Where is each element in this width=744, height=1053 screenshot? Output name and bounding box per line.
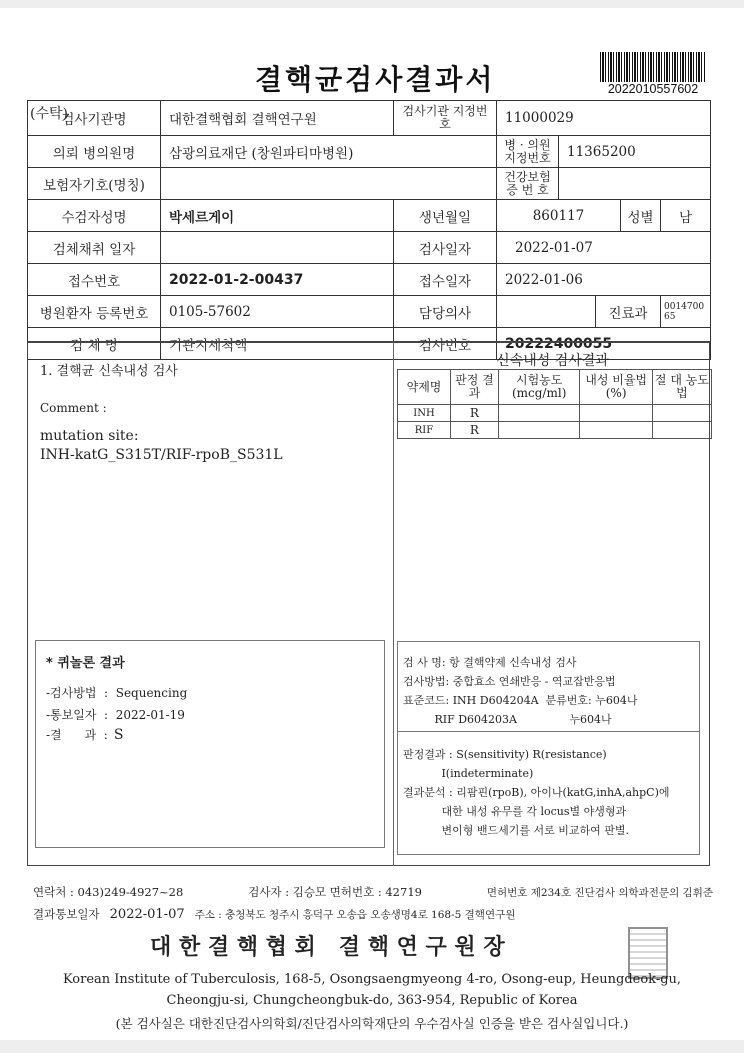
- label: 검사기관명: [28, 101, 161, 136]
- interpretation: [403, 745, 670, 840]
- label: 진료과: [596, 296, 661, 328]
- quinolone-result: S: [113, 727, 124, 743]
- address-en: Cheongju-si, Chungcheongbuk-do, 363-954, Republic of Korea: [166, 993, 578, 1008]
- value: 기관지세척액: [161, 328, 394, 360]
- header-concentration: 시험농도 (mcg/ml): [498, 370, 580, 405]
- value: 860117: [497, 200, 621, 232]
- label: 검체채취 일자: [28, 232, 161, 264]
- value: 2022-01-06: [497, 264, 711, 296]
- document-title: 결핵균검사결과서: [255, 63, 496, 96]
- cell: R: [451, 405, 499, 422]
- value: 삼광의료재단 (창원파티마병원): [161, 136, 497, 168]
- quinolone-result-row: [46, 726, 123, 743]
- address-en: Korean Institute of Tuberculosis, 168-5, Osongsaengmyeong 4-ro, Osong-eup, Heungdeok-gu,: [62, 972, 682, 987]
- label: 접수번호: [28, 264, 161, 296]
- cell: [498, 405, 580, 422]
- comment-label: Comment :: [40, 401, 107, 415]
- label: 보험자기호(명칭): [28, 168, 161, 200]
- quinolone-date: -통보일자 : 2022-01-19: [46, 708, 185, 722]
- table-row: [28, 136, 711, 168]
- value: 대한결핵협회 결핵연구원: [161, 101, 394, 136]
- address-kr: 주소 : 충청북도 청주시 흥덕구 오송읍 오송생명4로 168-5 결핵연구원: [194, 909, 516, 921]
- header-drug: 약제명: [398, 370, 451, 405]
- standard-code: RIF D604203A 누604나: [403, 713, 612, 726]
- section-title: 1. 결핵균 신속내성 검사: [40, 364, 178, 379]
- top-margin: [0, 0, 744, 8]
- label: 의뢰 병의원명: [28, 136, 161, 168]
- report-date-label: 결과통보일자: [33, 907, 100, 921]
- value: 11365200: [559, 136, 711, 168]
- value: 남: [661, 200, 711, 232]
- label: 건강보험 증 번 호: [497, 168, 559, 200]
- table-row: [398, 422, 712, 439]
- label: 수검자성명: [28, 200, 161, 232]
- footer-line-1: [33, 884, 713, 900]
- value: 2022-01-07: [497, 232, 711, 264]
- examiner: 검사자 : 김승모 면허번호 : 42719: [248, 885, 422, 899]
- test-method: 검사방법: 중합효소 연쇄반응 - 역교잡반응법: [403, 675, 616, 688]
- cell: INH: [398, 405, 451, 422]
- interpretation-line: I(indeterminate): [403, 767, 534, 780]
- value: 0105-57602: [161, 296, 394, 328]
- cell: [652, 422, 711, 439]
- footer-line-2: [33, 906, 515, 922]
- quinolone-title: * 퀴놀론 결과: [46, 656, 125, 671]
- label: 병 · 의원 지정번호: [497, 136, 559, 168]
- certification-note: (본 검사실은 대한진단검사의학회/진단검사의학재단의 우수검사실 인증을 받은 검사실입니다.): [115, 1016, 629, 1031]
- consignment-tag: (수탁): [30, 106, 68, 122]
- label: 검사기관 지정번호: [394, 101, 497, 136]
- bottom-margin: [0, 1040, 744, 1053]
- interpretation-line: 변이형 밴드세기를 서로 비교하여 판별.: [403, 824, 629, 837]
- cell: R: [451, 422, 499, 439]
- resistance-table: [397, 369, 712, 439]
- doctor: 면허번호 제234호 진단검사 의학과전문의 김휘준: [486, 887, 713, 899]
- table-row: [398, 405, 712, 422]
- header-judgement: 판정 결과: [451, 370, 499, 405]
- cell: RIF: [398, 422, 451, 439]
- quinolone-box: [35, 640, 385, 848]
- rapid-resistance-title: 신속내성 검사결과: [496, 353, 609, 369]
- value: [161, 232, 394, 264]
- value: [161, 168, 497, 200]
- contact: 연락처 : 043)249-4927~28: [33, 885, 184, 899]
- interpretation-line: 판정결과 : S(sensitivity) R(resistance): [403, 748, 607, 761]
- value: 11000029: [497, 101, 711, 136]
- table-row: [28, 168, 711, 200]
- standard-code: 표준코드: INH D604204A 분류번호: 누604나: [403, 694, 638, 707]
- value: 001470065: [661, 296, 711, 328]
- label: 담당의사: [394, 296, 497, 328]
- label: 검 체 명: [28, 328, 161, 360]
- table-row: [28, 101, 711, 136]
- report-date: 2022-01-07: [109, 907, 185, 922]
- value: 2022-01-2-00437: [161, 264, 394, 296]
- mutation-site: INH-katG_S315T/RIF-rpoB_S531L: [40, 447, 283, 463]
- test-info: [403, 653, 637, 729]
- cell: [580, 422, 652, 439]
- divider: [397, 731, 700, 732]
- value: 20222400055: [497, 328, 711, 360]
- quinolone-result-label: -결 과 :: [46, 728, 108, 742]
- patient-name: 박세르게이: [161, 200, 394, 232]
- table-row: [28, 232, 711, 264]
- value: [559, 168, 711, 200]
- barcode-number: 2022010557602: [607, 82, 699, 96]
- barcode: [600, 52, 706, 82]
- header-absolute: 절 대 농도법: [652, 370, 711, 405]
- divider: [393, 341, 394, 866]
- label: 접수일자: [394, 264, 497, 296]
- quinolone-method: -검사방법 : Sequencing: [46, 686, 188, 700]
- interpretation-line: 대한 내성 유무를 각 locus별 야생형과: [403, 805, 627, 818]
- table-header: [398, 370, 712, 405]
- table-row: [28, 200, 711, 232]
- value: [497, 296, 596, 328]
- interpretation-line: 결과분석 : 리팜핀(rpoB), 아이나(katG,inhA,ahpC)에: [403, 786, 670, 799]
- header-proportion: 내성 비율법(%): [580, 370, 652, 405]
- label: 검사번호: [394, 328, 497, 360]
- mutation-label: mutation site:: [40, 428, 139, 444]
- cell: [580, 405, 652, 422]
- cell: [498, 422, 580, 439]
- cell: [652, 405, 711, 422]
- label: 병원환자 등록번호: [28, 296, 161, 328]
- institution-name: 대 한 결 핵 협 회 결 핵 연 구 원 장: [150, 935, 505, 960]
- label: 생년월일: [394, 200, 497, 232]
- label: 성별: [621, 200, 661, 232]
- patient-info-table: [27, 100, 711, 360]
- table-row: [28, 296, 711, 328]
- label: 검사일자: [394, 232, 497, 264]
- table-row: [28, 264, 711, 296]
- test-name: 검 사 명: 항 결핵약제 신속내성 검사: [403, 656, 577, 669]
